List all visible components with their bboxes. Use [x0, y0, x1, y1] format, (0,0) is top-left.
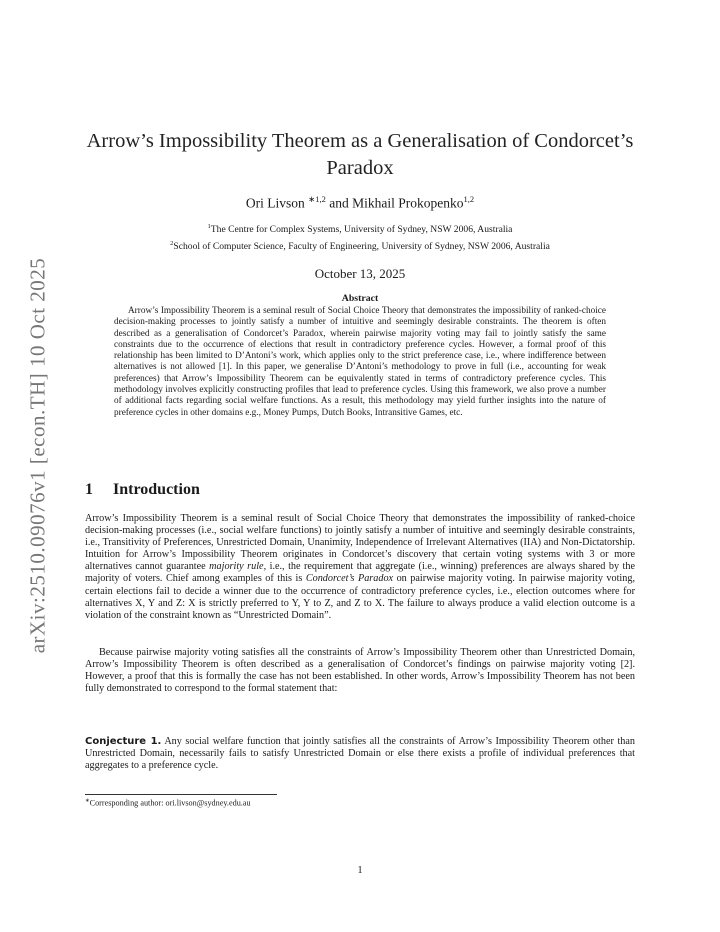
- conjecture-label: Conjecture 1.: [85, 736, 162, 747]
- abstract-heading: Abstract: [341, 293, 379, 304]
- affiliation-mark: 2: [170, 240, 174, 248]
- footnote-text: Corresponding author: ori.livson@sydney.edu.au: [89, 798, 251, 808]
- affiliation: [80, 237, 640, 254]
- author-marks: ∗1,2: [308, 194, 326, 204]
- emphasis-text: Condorcet’s Paradox: [305, 573, 394, 585]
- author-name: Mikhail Prokopenko: [352, 195, 464, 211]
- section-title: Introduction: [113, 481, 200, 498]
- affiliations: [80, 220, 640, 254]
- author-list: [80, 194, 640, 212]
- affiliation: [80, 220, 640, 237]
- affiliation-text: The Centre for Complex Systems, University of Sydney, NSW 2006, Australia: [210, 224, 513, 236]
- arxiv-stamp-text: arXiv:2510.09076v1 [econ.TH] 10 Oct 2025: [25, 257, 50, 653]
- paper-date: October 13, 2025: [314, 266, 406, 281]
- affiliation-text: School of Computer Science, Faculty of Engineering, University of Sydney, NSW 2006, Australia: [173, 241, 550, 253]
- intro-paragraph-2: Because pairwise majority voting satisfies all the constraints of Arrow’s Impossibility Theorem other than Unrestricted Domain, Arrow’s Impossibility Theorem is often described as a generalisation of Condorcet’s findings on pairwise majority voting [2]. However, a proof that this is formally the case has not been established. In other words, Arrow’s Impossibility Theorem has not been fully demonstrated to correspond to the formal statement that:: [85, 647, 635, 695]
- footnote: [85, 798, 635, 808]
- title-line-2: Paradox: [326, 157, 394, 179]
- author-connector: and: [329, 195, 349, 211]
- author-marks: 1,2: [463, 194, 475, 204]
- paragraph-text: on pairwise majority voting. In pairwise majority voting, certain elections fail to decide a winner due to the occurrence of contradictory preference cycles, i.e., election outcomes where for alternatives X, Y and Z: X is strictly preferred to Y, Y to Z, and Z to X. The failure to always produce a valid election outcome is a violation of the constraint known as “Unrestricted Domain”.: [85, 573, 635, 621]
- intro-paragraph-1: [85, 513, 635, 622]
- page-number: 1: [357, 865, 363, 876]
- title-line-1: Arrow’s Impossibility Theorem as a Generalisation of Condorcet’s: [86, 130, 634, 152]
- paper-title: [80, 128, 640, 182]
- paragraph-text: , i.e., the requirement that aggregate (i.e., winning) preferences are always shared by the majority of voters. Chief among examples of this is: [85, 561, 635, 585]
- conjecture-block: [85, 736, 635, 772]
- section-heading: [85, 481, 200, 499]
- arxiv-stamp: [18, 250, 58, 660]
- paragraph-text: Arrow’s Impossibility Theorem is a seminal result of Social Choice Theory that demonstrates the impossibility of ranked-choice decision-making processes (i.e., social welfare functions) to jointly satisfy a number of intuitive and seemingly desirable constraints, i.e., Transitivity of Preferences, Unrestricted Domain, Unanimity, Independence of Irrelevant Alternatives (IIA) and Non-Dictatorship. Intuition for Arrow’s Impossibility Theorem originates in Condorcet’s discovery that certain voting systems with 3 or more alternatives cannot guarantee: [85, 513, 635, 573]
- abstract-text: Arrow’s Impossibility Theorem is a seminal result of Social Choice Theory that demonstrates the impossibility of ranked-choice decision-making processes to jointly satisfy a number of intuitive and seemingly desirable constraints. The theorem is often described as a generalisation of Condorcet’s Paradox, wherein pairwise majority voting may fail to jointly satisfy the same constraints due to the occurrence of elections that result in contradictory preference cycles. However, a formal proof of this relationship has been limited to D’Antoni’s work, which applies only to the strict preference case, i.e., where indifference between alternatives is not allowed [1]. In this paper, we generalise D’Antoni’s methodology to prove in full (i.e., accounting for weak preferences) that Arrow’s Impossibility Theorem can be equivalently stated in terms of contradictory preference cycles. This methodology involves explicitly constructing profiles that lead to preference cycles. Using this framework, we also prove a number of additional facts regarding social welfare functions. As a result, this methodology may yield further insights into the nature of preference cycles in other domains e.g., Money Pumps, Dutch Books, Intransitive Games, etc.: [114, 306, 606, 418]
- affiliation-mark: 1: [207, 223, 211, 230]
- conjecture-text: Any social welfare function that jointly satisfies all the constraints of Arrow’s Impossibility Theorem other than Unrestricted Domain, necessarily fails to satisfy Unrestricted Domain or else there exists a profile of individual preferences that aggregates to a preference cycle.: [85, 736, 635, 772]
- section-number: 1: [85, 481, 93, 498]
- footnote-mark: ∗: [85, 798, 90, 804]
- author-name: Ori Livson: [245, 195, 305, 211]
- emphasis-text: majority rule: [209, 561, 264, 573]
- footnote-divider: [85, 794, 277, 795]
